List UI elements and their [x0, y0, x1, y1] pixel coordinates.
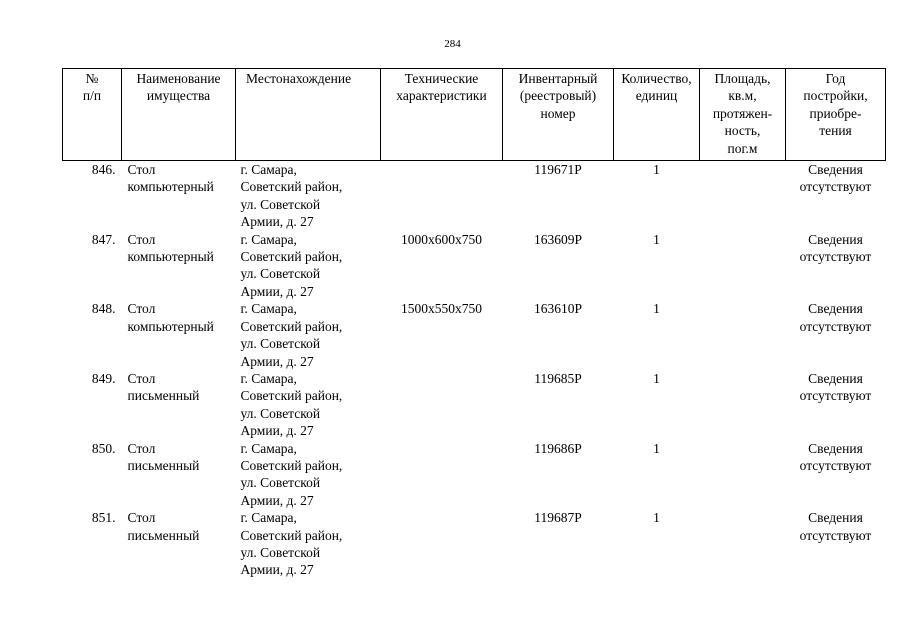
row-quantity: 1 — [653, 510, 660, 526]
row-inventory: 119671Р — [534, 162, 582, 178]
header-area: Площадь, кв.м, протяжен- ность, пог.м — [700, 69, 786, 161]
row-tech — [381, 370, 503, 440]
row-year: Сведения отсутствуют — [799, 301, 872, 334]
row-year: Сведения отсутствуют — [799, 370, 872, 404]
table-row — [63, 509, 886, 579]
row-inventory: 119687Р — [534, 510, 582, 526]
row-inventory: 163610Р — [533, 301, 582, 317]
table-row — [63, 370, 886, 440]
row-number: 851. — [91, 510, 116, 526]
row-tech: 1500х550х750 — [401, 301, 482, 317]
row-inventory: 119686Р — [534, 440, 582, 456]
row-location: г. Самара, Советский район, ул. Советской Армии, д. 27 — [240, 231, 343, 299]
row-quantity: 1 — [653, 231, 660, 247]
row-location: г. Самара, Советский район, ул. Советской Армии, д. 27 — [240, 301, 343, 369]
header-number: № п/п — [63, 69, 122, 161]
row-inventory: 163609Р — [533, 231, 582, 247]
row-year: Сведения отсутствуют — [799, 162, 872, 195]
row-year: Сведения отсутствуют — [799, 231, 872, 265]
row-name: Стол письменный — [127, 370, 200, 404]
header-inventory: Инвентарный (реестровый) номер — [503, 69, 614, 161]
row-year: Сведения отсутствуют — [799, 510, 872, 543]
row-tech — [381, 440, 503, 510]
table-row — [63, 161, 886, 231]
row-quantity: 1 — [653, 370, 660, 386]
row-number: 848. — [91, 301, 116, 317]
row-year: Сведения отсутствуют — [799, 440, 872, 473]
row-name: Стол компьютерный — [127, 301, 214, 334]
row-number: 850. — [91, 440, 116, 456]
row-tech: 1000х600х750 — [401, 231, 482, 247]
row-area — [700, 161, 786, 231]
row-inventory: 119685Р — [534, 370, 582, 386]
row-location: г. Самара, Советский район, ул. Советской Армии, д. 27 — [240, 162, 343, 230]
row-location: г. Самара, Советский район, ул. Советской Армии, д. 27 — [240, 440, 343, 508]
header-quantity: Количество, единиц — [614, 69, 700, 161]
row-tech — [381, 509, 503, 579]
property-table — [62, 68, 886, 579]
row-name: Стол компьютерный — [127, 162, 214, 195]
header-name: Наименование имущества — [122, 69, 236, 161]
header-tech: Технические характеристики — [381, 69, 503, 161]
row-area — [700, 440, 786, 510]
header-location: Местонахождение — [236, 69, 381, 161]
row-quantity: 1 — [653, 301, 660, 317]
row-number: 847. — [91, 231, 116, 247]
row-name: Стол письменный — [127, 510, 200, 543]
row-area — [700, 370, 786, 440]
row-quantity: 1 — [653, 162, 660, 178]
row-area — [700, 231, 786, 301]
row-number: 849. — [91, 370, 116, 386]
page-number: 284 — [444, 38, 461, 50]
row-location: г. Самара, Советский район, ул. Советской Армии, д. 27 — [240, 370, 343, 439]
table-row — [63, 231, 886, 301]
row-location: г. Самара, Советский район, ул. Советской Армии, д. 27 — [240, 510, 343, 578]
header-year: Год постройки, приобре- тения — [786, 69, 886, 161]
table-header-row — [63, 69, 886, 161]
row-number: 846. — [91, 162, 116, 178]
table-row — [63, 440, 886, 510]
row-name: Стол компьютерный — [127, 231, 214, 265]
table-row — [63, 300, 886, 370]
row-name: Стол письменный — [127, 440, 200, 473]
row-area — [700, 509, 786, 579]
row-tech — [381, 161, 503, 231]
row-quantity: 1 — [653, 440, 660, 456]
row-area — [700, 300, 786, 370]
